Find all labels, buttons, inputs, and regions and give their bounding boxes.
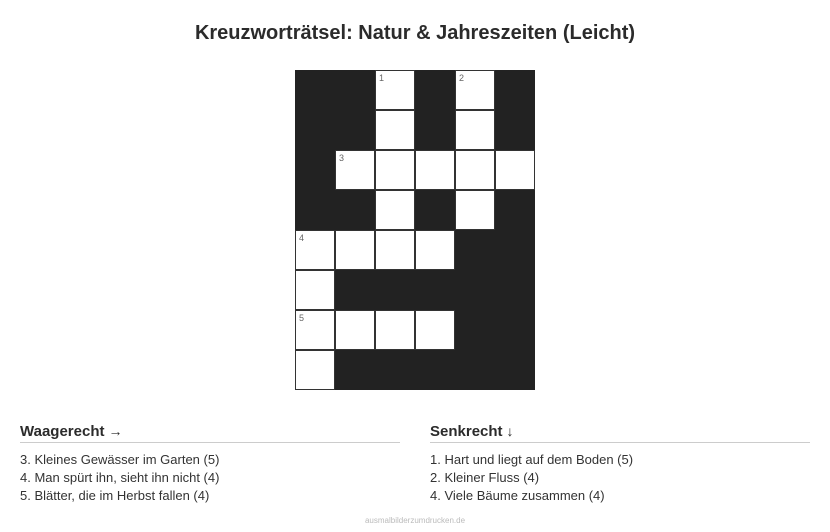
grid-cell-black xyxy=(415,270,455,310)
down-clue-list xyxy=(430,451,810,505)
footer-watermark: ausmalbilderzumdrucken.de xyxy=(364,516,466,525)
down-heading-label: Senkrecht xyxy=(430,423,503,440)
across-heading xyxy=(20,422,400,443)
grid-cell-white[interactable] xyxy=(375,190,415,230)
grid-cell-black xyxy=(295,150,335,190)
grid-cell-black xyxy=(295,190,335,230)
grid-cell-white[interactable] xyxy=(495,150,535,190)
down-clue-1: 1. Hart und liegt auf dem Boden (5) xyxy=(430,452,634,467)
grid-cell-black xyxy=(375,350,415,390)
grid-cell-black xyxy=(335,110,375,150)
grid-cell-white[interactable] xyxy=(295,310,335,350)
grid-cell-black xyxy=(455,350,495,390)
crossword-grid xyxy=(295,70,535,390)
grid-cell-black xyxy=(295,110,335,150)
clue-number: 4 xyxy=(299,233,305,243)
grid-cell-black xyxy=(415,110,455,150)
grid-cell-white[interactable] xyxy=(295,270,335,310)
clue-number: 2 xyxy=(459,73,465,83)
grid-cell-black xyxy=(415,350,455,390)
grid-cell-white[interactable] xyxy=(375,310,415,350)
grid-cell-white[interactable] xyxy=(455,70,495,110)
grid-cell-black xyxy=(335,70,375,110)
grid-cell-white[interactable] xyxy=(335,310,375,350)
grid-cell-white[interactable] xyxy=(375,150,415,190)
grid-cell-black xyxy=(295,70,335,110)
grid-cell-white[interactable] xyxy=(455,190,495,230)
arrow-right-icon: → xyxy=(108,423,123,439)
clue-number: 5 xyxy=(299,313,305,323)
grid-cell-white[interactable] xyxy=(335,230,375,270)
grid-cell-white[interactable] xyxy=(295,350,335,390)
grid-cell-black xyxy=(455,310,495,350)
down-clue-4: 4. Viele Bäume zusammen (4) xyxy=(430,488,605,503)
grid-cell-black xyxy=(335,270,375,310)
grid-cell-white[interactable] xyxy=(455,150,495,190)
down-heading xyxy=(430,422,810,443)
grid-cell-black xyxy=(455,230,495,270)
grid-cell-black xyxy=(495,310,535,350)
grid-cell-black xyxy=(415,190,455,230)
grid-cell-white[interactable] xyxy=(455,110,495,150)
arrow-down-icon: ↓ xyxy=(506,423,514,439)
down-clue-2: 2. Kleiner Fluss (4) xyxy=(430,470,540,485)
clue-number: 3 xyxy=(339,153,345,163)
across-clue-list xyxy=(20,451,400,505)
across-clue-3: 3. Kleines Gewässer im Garten (5) xyxy=(20,452,220,467)
across-clues-section xyxy=(20,422,400,505)
grid-cell-black xyxy=(495,270,535,310)
across-clue-4: 4. Man spürt ihn, sieht ihn nicht (4) xyxy=(20,470,220,485)
grid-cell-white[interactable] xyxy=(335,150,375,190)
grid-cell-white[interactable] xyxy=(375,110,415,150)
across-clue-5: 5. Blätter, die im Herbst fallen (4) xyxy=(20,488,210,503)
grid-cell-black xyxy=(335,350,375,390)
down-clues-section xyxy=(430,422,810,505)
grid-cell-white[interactable] xyxy=(295,230,335,270)
grid-cell-white[interactable] xyxy=(415,230,455,270)
grid-cell-black xyxy=(335,190,375,230)
grid-cell-white[interactable] xyxy=(415,310,455,350)
grid-cell-black xyxy=(415,70,455,110)
grid-cell-white[interactable] xyxy=(375,230,415,270)
grid-cell-black xyxy=(375,270,415,310)
grid-cell-white[interactable] xyxy=(375,70,415,110)
grid-cell-black xyxy=(495,230,535,270)
across-heading-label: Waagerecht xyxy=(20,423,105,440)
clue-number: 1 xyxy=(379,73,385,83)
grid-cell-black xyxy=(495,110,535,150)
grid-cell-white[interactable] xyxy=(415,150,455,190)
grid-cell-black xyxy=(455,270,495,310)
page-title: Kreuzworträtsel: Natur & Jahreszeiten (Leicht) xyxy=(194,22,636,44)
grid-cell-black xyxy=(495,190,535,230)
grid-cell-black xyxy=(495,70,535,110)
grid-cell-black xyxy=(495,350,535,390)
